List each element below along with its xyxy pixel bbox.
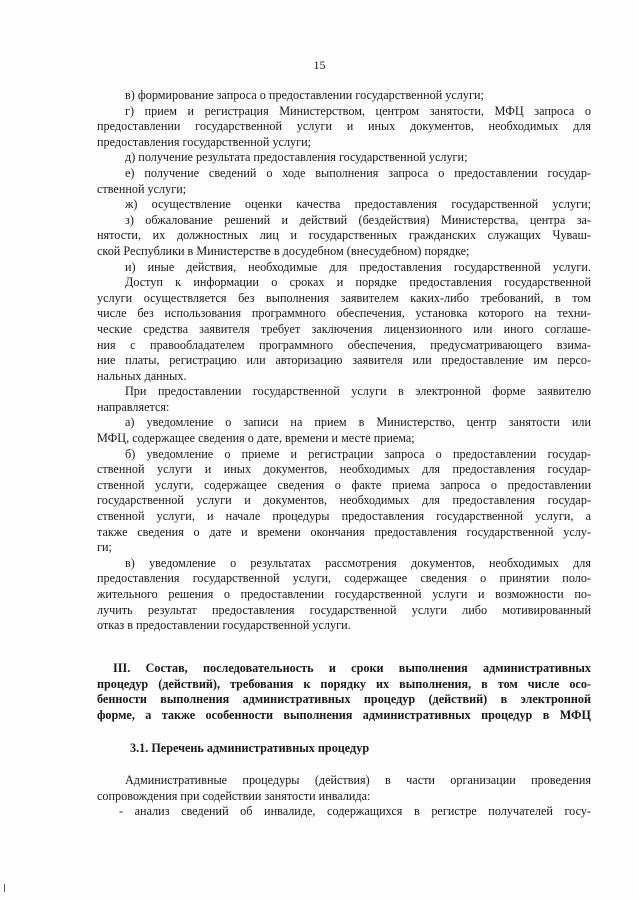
paragraph-line: ственной услуги и иных документов, необходимых для предоставления государ- <box>97 462 591 477</box>
tail-text <box>97 773 591 820</box>
paragraph-line: а) уведомление о записи на прием в Министерство, центр занятости или <box>125 415 591 430</box>
paragraph-line: и) иные действия, необходимые для предоставления государственной услуги. <box>125 259 591 274</box>
section-heading-line: бенности выполнения административных процедур (действий) в электронной <box>97 692 591 707</box>
paragraph-line: ственной услуги, содержащее сведения о факте приема запроса о предоставлении <box>97 477 591 492</box>
paragraph-line: б) уведомление о приеме и регистрации запроса о предоставлении государ- <box>125 446 591 461</box>
paragraph-line: г) прием и регистрация Министерством, центром занятости, МФЦ запроса о <box>125 103 591 118</box>
subsection-heading: 3.1. Перечень административных процедур <box>130 741 370 755</box>
paragraph-line: в) уведомление о результатах рассмотрения документов, необходимых для <box>125 555 591 570</box>
paragraph-line: также сведения о дате и времени окончания предоставления государственной услу- <box>97 524 591 539</box>
paragraph-line: ственной услуги, и начале процедуры предоставления государственной услуги, а <box>97 509 591 524</box>
paragraph-line: - анализ сведений об инвалиде, содержащихся в регистре получателей госу- <box>119 804 591 819</box>
paragraph-line: ческие средства заявителя требует заключения лицензионного или иного соглаше- <box>97 321 591 336</box>
paragraph-line: е) получение сведений о ходе выполнения запроса о предоставлении государ- <box>125 165 591 180</box>
paragraph-line: числе без использования программного обеспечения, установка которого на техни- <box>97 306 591 321</box>
paragraph-line: Доступ к информации о сроках и порядке предоставления государственной <box>125 275 591 290</box>
section-heading-line: процедур (действий), требования к порядку их выполнения, в том числе осо- <box>97 676 591 691</box>
scan-mark <box>4 884 5 892</box>
paragraph-line: жительного решения о предоставлении государственной услуги и возможности по- <box>97 587 591 601</box>
paragraph-line: ги; <box>97 540 112 555</box>
paragraph-line: нятости, их должностных лиц и государственных гражданских служащих Чуваш- <box>97 228 591 243</box>
paragraph-line: Административные процедуры (действия) в части организации проведения <box>125 773 591 787</box>
paragraph-line: в) формирование запроса о предоставлении государственной услуги; <box>125 88 484 102</box>
paragraph-line: ж) осуществление оценки качества предоставления государственной услуги; <box>125 197 591 212</box>
paragraph-line: нальных данных. <box>97 368 187 383</box>
paragraph-line: сопровождения при содействии занятости инвалида: <box>97 788 371 803</box>
paragraph-line: предоставлении государственной услуги и иных документов, необходимых для <box>97 119 591 134</box>
paragraph-line: ственной услуги; <box>97 181 187 196</box>
paragraph-line: государственной услуги и документов, необходимых для предоставления государ- <box>97 493 591 508</box>
paragraph-line: При предоставлении государственной услуги в электронной форме заявителю <box>125 384 591 399</box>
paragraph-line: предоставления государственной услуги, содержащее сведения о принятии поло- <box>97 571 591 586</box>
paragraph-line: лучить результат предоставления государственной услуги либо мотивированный <box>97 602 591 617</box>
paragraph-line: з) обжалование решений и действий (бездействия) Министерства, центра за- <box>125 212 591 227</box>
paragraph-line: услуги осуществляется без выполнения заявителем каких-либо требований, в том <box>97 290 591 305</box>
paragraph-line: МФЦ, содержащее сведения о дате, времени и месте приема; <box>97 431 415 446</box>
paragraph-line: отказ в предоставлении государственной услуги. <box>97 618 351 633</box>
paragraph-line: ние платы, регистрацию или авторизацию заявителя или предоставление им персо- <box>97 353 591 368</box>
section-heading <box>97 661 591 723</box>
page-number: 15 <box>313 58 326 72</box>
paragraph-line: ской Республики в Министерстве в досудебном (внесудебном) порядке; <box>97 243 470 258</box>
section-heading-line: форме, а также особенности выполнения административных процедур в МФЦ <box>97 707 591 722</box>
paragraph-line: предоставления государственной услуги; <box>97 134 312 149</box>
section-heading-line: III. Состав, последовательность и сроки выполнения административных <box>113 661 591 675</box>
paragraph-line: направляется: <box>97 399 170 414</box>
paragraph-line: ния с правообладателем программного обеспечения, предусматривающего взима- <box>97 337 591 352</box>
body-text <box>97 88 591 634</box>
paragraph-line: д) получение результата предоставления государственной услуги; <box>125 150 468 165</box>
